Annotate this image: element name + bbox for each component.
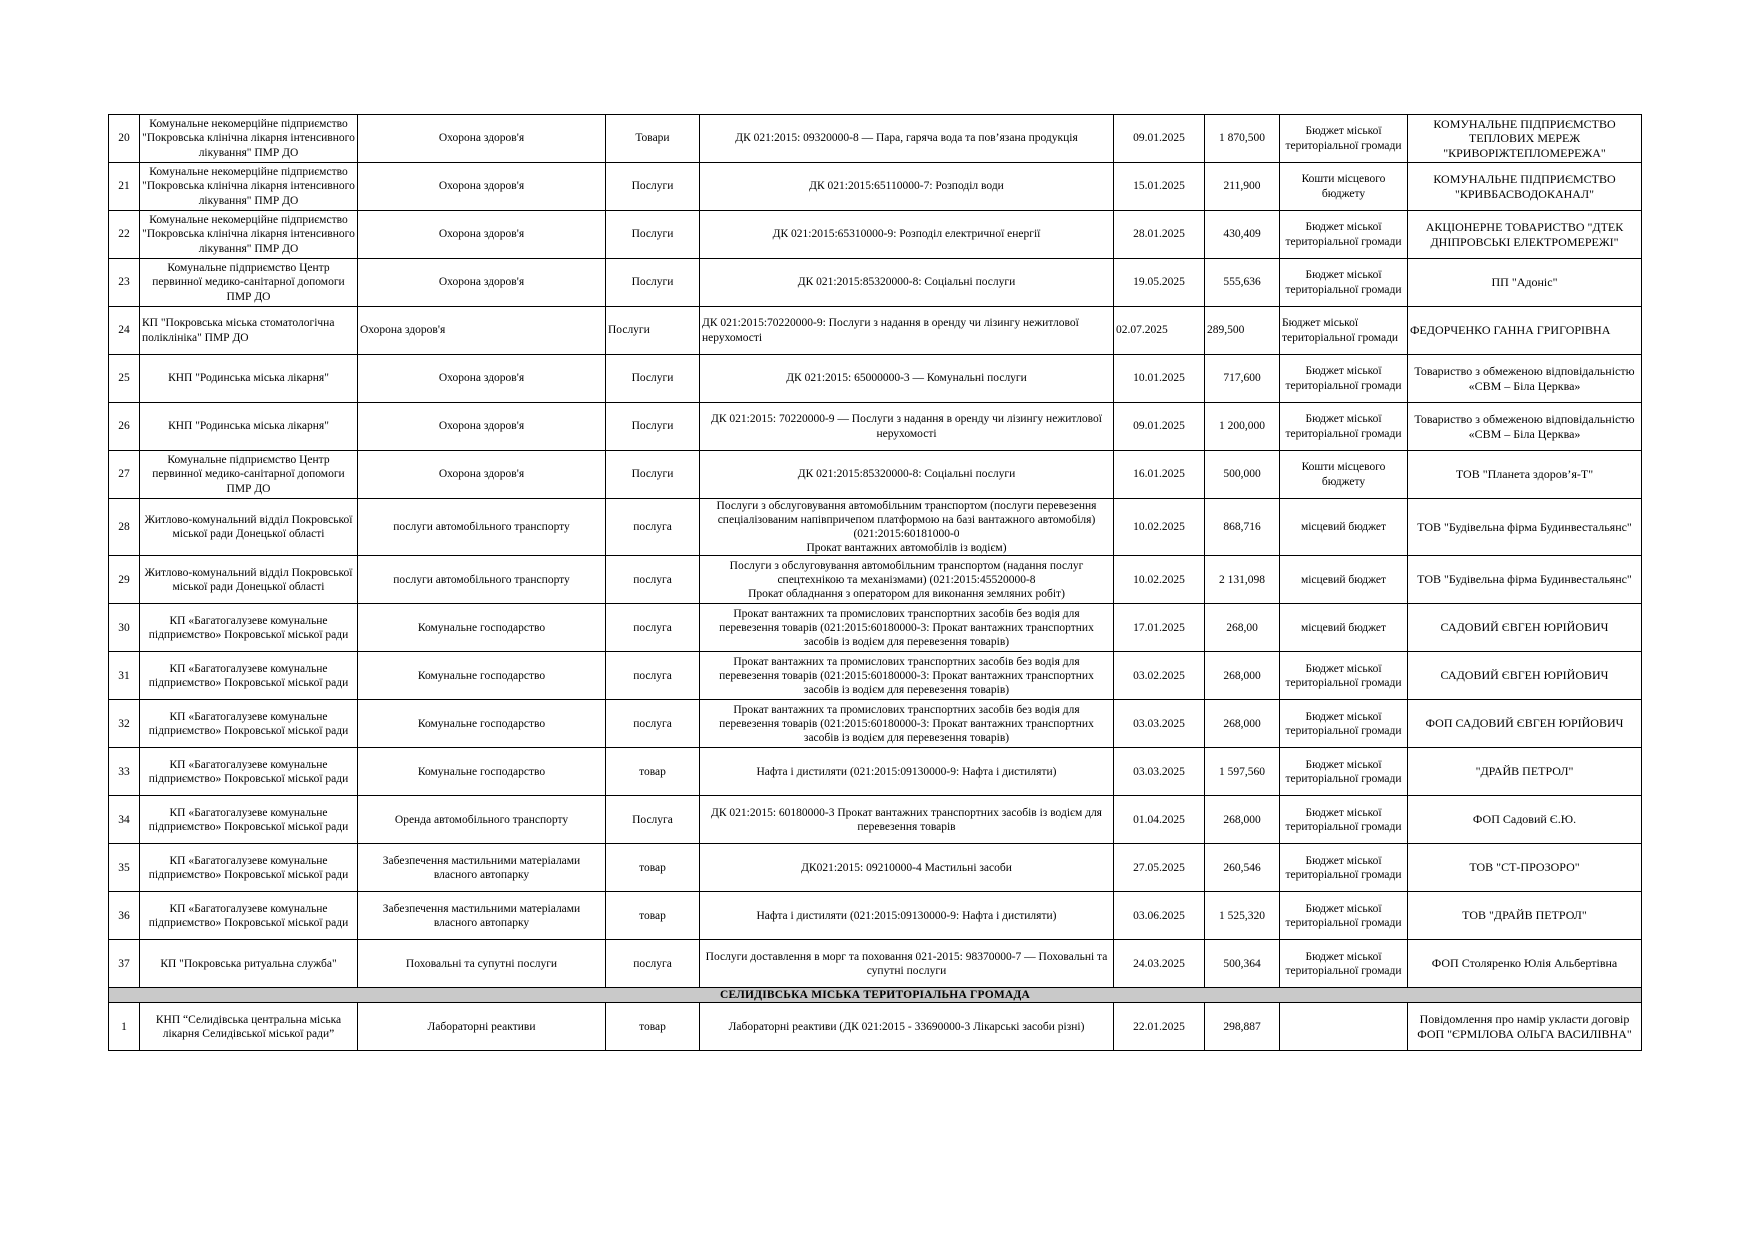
sector-cell: Охорона здоров'я	[358, 307, 606, 355]
supplier-cell: "ДРАЙВ ПЕТРОЛ"	[1408, 748, 1642, 796]
subject-cell: Нафта і дистиляти (021:2015:09130000-9: Нафта і дистиляти)	[700, 748, 1114, 796]
funding-source-cell: Бюджет міської територіальної громади	[1280, 892, 1408, 940]
procurement-kind-cell: Послуги	[606, 403, 700, 451]
table-row	[109, 451, 1642, 499]
funding-source-cell: Кошти місцевого бюджету	[1280, 163, 1408, 211]
sector-cell: послуги автомобільного транспорту	[358, 499, 606, 556]
amount-cell: 1 870,500	[1205, 115, 1280, 163]
subject-cell: ДК 021:2015: 60180000-3 Прокат вантажних транспортних засобів із водієм для перевезення товарів	[700, 796, 1114, 844]
subject-cell: Прокат вантажних та промислових транспортних засобів без водія для перевезення товарів (021:2015:60180000-3: Прокат вантажних транспортних засобів із водієм для перевезення товарів)	[700, 652, 1114, 700]
sector-cell: Охорона здоров'я	[358, 115, 606, 163]
date-cell: 02.07.2025	[1114, 307, 1205, 355]
row-number: 37	[109, 940, 140, 988]
supplier-cell: ФОП Столяренко Юлія Альбертівна	[1408, 940, 1642, 988]
funding-source-cell: Бюджет міської територіальної громади	[1280, 115, 1408, 163]
customer-cell: Комунальне некомерційне підприємство "Покровська клінічна лікарня інтенсивного лікування" ПМР ДО	[140, 163, 358, 211]
date-cell: 09.01.2025	[1114, 115, 1205, 163]
row-number: 36	[109, 892, 140, 940]
procurement-kind-cell: Послуги	[606, 259, 700, 307]
table-row	[109, 940, 1642, 988]
row-number: 29	[109, 556, 140, 604]
date-cell: 22.01.2025	[1114, 1003, 1205, 1051]
subject-cell: Прокат вантажних та промислових транспортних засобів без водія для перевезення товарів (021:2015:60180000-3: Прокат вантажних транспортних засобів із водієм для перевезення товарів)	[700, 700, 1114, 748]
table-row	[109, 163, 1642, 211]
supplier-cell: Повідомлення про намір укласти договір ФОП "ЄРМІЛОВА ОЛЬГА ВАСИЛІВНА"	[1408, 1003, 1642, 1051]
sector-cell: Лабораторні реактиви	[358, 1003, 606, 1051]
row-number: 34	[109, 796, 140, 844]
table-row	[109, 700, 1642, 748]
subject-cell: Послуги доставлення в морг та поховання 021-2015: 98370000-7 — Поховальні та супутні послуги	[700, 940, 1114, 988]
supplier-cell: ТОВ "Планета здоров’я-Т"	[1408, 451, 1642, 499]
supplier-cell: ФОП Садовий Є.Ю.	[1408, 796, 1642, 844]
subject-cell: ДК 021:2015:85320000-8: Соціальні послуги	[700, 451, 1114, 499]
funding-source-cell: Бюджет міської територіальної громади	[1280, 652, 1408, 700]
amount-cell: 268,000	[1205, 652, 1280, 700]
customer-cell: КНП "Родинська міська лікарня"	[140, 355, 358, 403]
row-number: 28	[109, 499, 140, 556]
row-number: 32	[109, 700, 140, 748]
customer-cell: Комунальне підприємство Центр первинної медико-санітарної допомоги ПМР ДО	[140, 259, 358, 307]
subject-cell: ДК 021:2015:65310000-9: Розподіл електричної енергії	[700, 211, 1114, 259]
amount-cell: 298,887	[1205, 1003, 1280, 1051]
date-cell: 16.01.2025	[1114, 451, 1205, 499]
customer-cell: КП «Багатогалузеве комунальне підприємство» Покровської міської ради	[140, 796, 358, 844]
sector-cell: Забезпечення мастильними матеріалами власного автопарку	[358, 892, 606, 940]
supplier-cell: АКЦІОНЕРНЕ ТОВАРИСТВО "ДТЕК ДНІПРОВСЬКІ ЕЛЕКТРОМЕРЕЖІ"	[1408, 211, 1642, 259]
date-cell: 10.02.2025	[1114, 556, 1205, 604]
table-row	[109, 115, 1642, 163]
row-number: 35	[109, 844, 140, 892]
customer-cell: КП «Багатогалузеве комунальне підприємство» Покровської міської ради	[140, 748, 358, 796]
table-row	[109, 652, 1642, 700]
funding-source-cell: Бюджет міської територіальної громади	[1280, 748, 1408, 796]
date-cell: 03.06.2025	[1114, 892, 1205, 940]
subject-cell: ДК 021:2015:65110000-7: Розподіл води	[700, 163, 1114, 211]
funding-source-cell: Бюджет міської територіальної громади	[1280, 940, 1408, 988]
amount-cell: 430,409	[1205, 211, 1280, 259]
funding-source-cell: Бюджет міської територіальної громади	[1280, 403, 1408, 451]
procurement-table	[108, 114, 1642, 1051]
table-row	[109, 796, 1642, 844]
row-number: 31	[109, 652, 140, 700]
row-number: 25	[109, 355, 140, 403]
customer-cell: КП «Багатогалузеве комунальне підприємство» Покровської міської ради	[140, 652, 358, 700]
date-cell: 03.03.2025	[1114, 748, 1205, 796]
subject-cell: ДК 021:2015:85320000-8: Соціальні послуги	[700, 259, 1114, 307]
table-row	[109, 556, 1642, 604]
date-cell: 27.05.2025	[1114, 844, 1205, 892]
sector-cell: Забезпечення мастильними матеріалами власного автопарку	[358, 844, 606, 892]
procurement-kind-cell: Послуги	[606, 451, 700, 499]
amount-cell: 868,716	[1205, 499, 1280, 556]
amount-cell: 555,636	[1205, 259, 1280, 307]
procurement-kind-cell: товар	[606, 844, 700, 892]
table-row	[109, 259, 1642, 307]
sector-cell: Охорона здоров'я	[358, 259, 606, 307]
sector-cell: послуги автомобільного транспорту	[358, 556, 606, 604]
amount-cell: 1 597,560	[1205, 748, 1280, 796]
funding-source-cell: місцевий бюджет	[1280, 556, 1408, 604]
amount-cell: 268,000	[1205, 700, 1280, 748]
procurement-kind-cell: Послуга	[606, 796, 700, 844]
customer-cell: КНП “Селидівська центральна міська лікарня Селидівської міської ради”	[140, 1003, 358, 1051]
date-cell: 28.01.2025	[1114, 211, 1205, 259]
sector-cell: Поховальні та супутні послуги	[358, 940, 606, 988]
supplier-cell: Товариство з обмеженою відповідальністю «СВМ – Біла Церква»	[1408, 355, 1642, 403]
supplier-cell: КОМУНАЛЬНЕ ПІДПРИЄМСТВО ТЕПЛОВИХ МЕРЕЖ "КРИВОРІЖТЕПЛОМЕРЕЖА"	[1408, 115, 1642, 163]
amount-cell: 500,364	[1205, 940, 1280, 988]
amount-cell: 1 200,000	[1205, 403, 1280, 451]
date-cell: 10.01.2025	[1114, 355, 1205, 403]
subject-cell: Лабораторні реактиви (ДК 021:2015 - 33690000-3 Лікарські засоби різні)	[700, 1003, 1114, 1051]
date-cell: 15.01.2025	[1114, 163, 1205, 211]
procurement-kind-cell: товар	[606, 892, 700, 940]
table-row	[109, 403, 1642, 451]
procurement-kind-cell: послуга	[606, 652, 700, 700]
funding-source-cell: Бюджет міської територіальної громади	[1280, 796, 1408, 844]
funding-source-cell: Бюджет міської територіальної громади	[1280, 211, 1408, 259]
table-body	[109, 115, 1642, 1051]
date-cell: 03.02.2025	[1114, 652, 1205, 700]
date-cell: 01.04.2025	[1114, 796, 1205, 844]
funding-source-cell: Бюджет міської територіальної громади	[1280, 700, 1408, 748]
supplier-cell: САДОВИЙ ЄВГЕН ЮРІЙОВИЧ	[1408, 652, 1642, 700]
subject-cell: Нафта і дистиляти (021:2015:09130000-9: Нафта і дистиляти)	[700, 892, 1114, 940]
row-number: 1	[109, 1003, 140, 1051]
subject-cell: Послуги з обслуговування автомобільним транспортом (надання послуг спецтехнікою та механізмами) (021:2015:45520000-8 Прокат обладнання з оператором для виконання земляних робіт)	[700, 556, 1114, 604]
customer-cell: Житлово-комунальний відділ Покровської міської ради Донецької області	[140, 556, 358, 604]
procurement-kind-cell: Послуги	[606, 307, 700, 355]
subject-cell: ДК021:2015: 09210000-4 Мастильні засоби	[700, 844, 1114, 892]
customer-cell: Житлово-комунальний відділ Покровської міської ради Донецької області	[140, 499, 358, 556]
date-cell: 09.01.2025	[1114, 403, 1205, 451]
sector-cell: Охорона здоров'я	[358, 211, 606, 259]
procurement-kind-cell: Послуги	[606, 355, 700, 403]
procurement-kind-cell: Послуги	[606, 163, 700, 211]
supplier-cell: КОМУНАЛЬНЕ ПІДПРИЄМСТВО "КРИВБАСВОДОКАНАЛ"	[1408, 163, 1642, 211]
sector-cell: Охорона здоров'я	[358, 403, 606, 451]
table-row	[109, 1003, 1642, 1051]
procurement-kind-cell: товар	[606, 748, 700, 796]
date-cell: 03.03.2025	[1114, 700, 1205, 748]
amount-cell: 211,900	[1205, 163, 1280, 211]
subject-cell: ДК 021:2015: 65000000-3 — Комунальні послуги	[700, 355, 1114, 403]
row-number: 33	[109, 748, 140, 796]
date-cell: 19.05.2025	[1114, 259, 1205, 307]
supplier-cell: ТОВ "Будівельна фірма Будинвестальянс"	[1408, 499, 1642, 556]
funding-source-cell: Бюджет міської територіальної громади	[1280, 259, 1408, 307]
funding-source-cell: Кошти місцевого бюджету	[1280, 451, 1408, 499]
table-row	[109, 844, 1642, 892]
supplier-cell: ТОВ "Будівельна фірма Будинвестальянс"	[1408, 556, 1642, 604]
procurement-kind-cell: послуга	[606, 940, 700, 988]
procurement-kind-cell: товар	[606, 1003, 700, 1051]
customer-cell: КП «Багатогалузеве комунальне підприємство» Покровської міської ради	[140, 892, 358, 940]
date-cell: 10.02.2025	[1114, 499, 1205, 556]
supplier-cell: Товариство з обмеженою відповідальністю «СВМ – Біла Церква»	[1408, 403, 1642, 451]
subject-cell: Послуги з обслуговування автомобільним транспортом (послуги перевезення спеціалізованим напівпричепом платформою на базі вантажного автомобіля) (021:2015:60181000-0 Прокат вантажних автомобілів із водієм)	[700, 499, 1114, 556]
table-row	[109, 211, 1642, 259]
section-header-row	[109, 988, 1642, 1003]
procurement-kind-cell: Товари	[606, 115, 700, 163]
procurement-kind-cell: послуга	[606, 556, 700, 604]
date-cell: 17.01.2025	[1114, 604, 1205, 652]
supplier-cell: ПП "Адоніс"	[1408, 259, 1642, 307]
funding-source-cell	[1280, 1003, 1408, 1051]
row-number: 21	[109, 163, 140, 211]
row-number: 26	[109, 403, 140, 451]
customer-cell: Комунальне некомерційне підприємство "Покровська клінічна лікарня інтенсивного лікування" ПМР ДО	[140, 115, 358, 163]
customer-cell: КП "Покровська ритуальна служба"	[140, 940, 358, 988]
sector-cell: Комунальне господарство	[358, 604, 606, 652]
funding-source-cell: Бюджет міської територіальної громади	[1280, 355, 1408, 403]
row-number: 24	[109, 307, 140, 355]
subject-cell: ДК 021:2015: 70220000-9 — Послуги з надання в оренду чи лізингу нежитлової нерухомості	[700, 403, 1114, 451]
sector-cell: Охорона здоров'я	[358, 451, 606, 499]
row-number: 22	[109, 211, 140, 259]
customer-cell: Комунальне підприємство Центр первинної медико-санітарної допомоги ПМР ДО	[140, 451, 358, 499]
sector-cell: Комунальне господарство	[358, 652, 606, 700]
amount-cell: 268,000	[1205, 796, 1280, 844]
customer-cell: Комунальне некомерційне підприємство "Покровська клінічна лікарня інтенсивного лікування" ПМР ДО	[140, 211, 358, 259]
row-number: 20	[109, 115, 140, 163]
amount-cell: 2 131,098	[1205, 556, 1280, 604]
procurement-kind-cell: послуга	[606, 604, 700, 652]
amount-cell: 500,000	[1205, 451, 1280, 499]
funding-source-cell: місцевий бюджет	[1280, 499, 1408, 556]
sector-cell: Комунальне господарство	[358, 748, 606, 796]
supplier-cell: ФЕДОРЧЕНКО ГАННА ГРИГОРІВНА	[1408, 307, 1642, 355]
table-row	[109, 499, 1642, 556]
date-cell: 24.03.2025	[1114, 940, 1205, 988]
funding-source-cell: місцевий бюджет	[1280, 604, 1408, 652]
supplier-cell: ФОП САДОВИЙ ЄВГЕН ЮРІЙОВИЧ	[1408, 700, 1642, 748]
sector-cell: Охорона здоров'я	[358, 355, 606, 403]
procurement-kind-cell: Послуги	[606, 211, 700, 259]
funding-source-cell: Бюджет міської територіальної громади	[1280, 307, 1408, 355]
table-row	[109, 892, 1642, 940]
table-row	[109, 307, 1642, 355]
supplier-cell: ТОВ "ДРАЙВ ПЕТРОЛ"	[1408, 892, 1642, 940]
row-number: 30	[109, 604, 140, 652]
procurement-kind-cell: послуга	[606, 700, 700, 748]
supplier-cell: САДОВИЙ ЄВГЕН ЮРІЙОВИЧ	[1408, 604, 1642, 652]
subject-cell: Прокат вантажних та промислових транспортних засобів без водія для перевезення товарів (021:2015:60180000-3: Прокат вантажних транспортних засобів із водієм для перевезення товарів)	[700, 604, 1114, 652]
customer-cell: КНП "Родинська міська лікарня"	[140, 403, 358, 451]
subject-cell: ДК 021:2015: 09320000-8 — Пара, гаряча вода та пов’язана продукція	[700, 115, 1114, 163]
funding-source-cell: Бюджет міської територіальної громади	[1280, 844, 1408, 892]
procurement-kind-cell: послуга	[606, 499, 700, 556]
subject-cell: ДК 021:2015:70220000-9: Послуги з надання в оренду чи лізингу нежитлової нерухомості	[700, 307, 1114, 355]
sector-cell: Охорона здоров'я	[358, 163, 606, 211]
table-row	[109, 355, 1642, 403]
amount-cell: 268,00	[1205, 604, 1280, 652]
amount-cell: 717,600	[1205, 355, 1280, 403]
table-row	[109, 604, 1642, 652]
customer-cell: КП «Багатогалузеве комунальне підприємство» Покровської міської ради	[140, 700, 358, 748]
section-title: СЕЛИДІВСЬКА МІСЬКА ТЕРИТОРІАЛЬНА ГРОМАДА	[109, 988, 1642, 1003]
sector-cell: Оренда автомобільного транспорту	[358, 796, 606, 844]
row-number: 23	[109, 259, 140, 307]
customer-cell: КП «Багатогалузеве комунальне підприємство» Покровської міської ради	[140, 604, 358, 652]
amount-cell: 1 525,320	[1205, 892, 1280, 940]
amount-cell: 289,500	[1205, 307, 1280, 355]
row-number: 27	[109, 451, 140, 499]
sector-cell: Комунальне господарство	[358, 700, 606, 748]
amount-cell: 260,546	[1205, 844, 1280, 892]
supplier-cell: ТОВ "СТ-ПРОЗОРО"	[1408, 844, 1642, 892]
table-row	[109, 748, 1642, 796]
customer-cell: КП "Покровська міська стоматологічна поліклініка" ПМР ДО	[140, 307, 358, 355]
customer-cell: КП «Багатогалузеве комунальне підприємство» Покровської міської ради	[140, 844, 358, 892]
